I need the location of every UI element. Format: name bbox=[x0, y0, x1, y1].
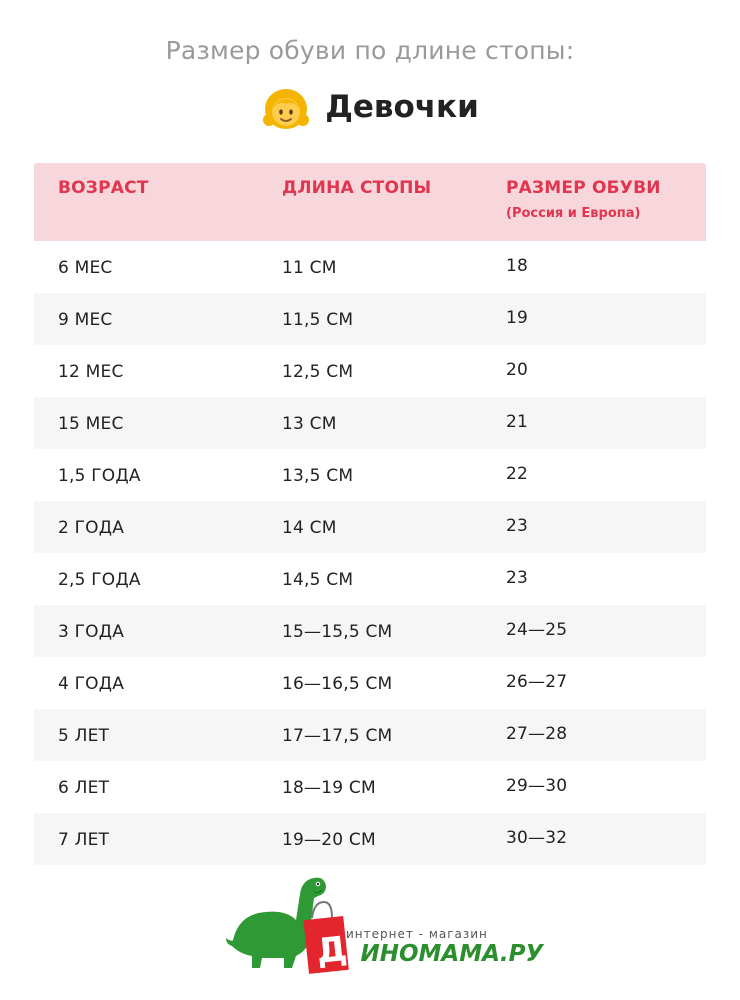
cell-length: 13 СМ bbox=[282, 414, 337, 434]
cell-size: 20 bbox=[506, 360, 529, 380]
table-header bbox=[34, 163, 706, 241]
cell-age: 5 ЛЕТ bbox=[58, 726, 110, 746]
cell-size: 22 bbox=[506, 464, 529, 484]
table-row bbox=[34, 293, 706, 345]
column-header-size-note: (Россия и Европа) bbox=[506, 206, 641, 221]
cell-size: 29—30 bbox=[506, 776, 568, 796]
svg-text:Д: Д bbox=[314, 928, 349, 972]
column-header-length: ДЛИНА СТОПЫ bbox=[282, 178, 432, 198]
page-subtitle: Размер обуви по длине стопы: bbox=[165, 36, 575, 65]
table-row bbox=[34, 397, 706, 449]
cell-age: 6 ЛЕТ bbox=[58, 778, 110, 798]
cell-length: 16—16,5 СМ bbox=[282, 674, 393, 694]
cell-age: 1,5 ГОДА bbox=[58, 466, 141, 486]
page-title: Девочки bbox=[325, 89, 479, 125]
cell-age: 9 МЕС bbox=[58, 310, 113, 330]
cell-size: 27—28 bbox=[506, 724, 568, 744]
cell-length: 14,5 СМ bbox=[282, 570, 354, 590]
cell-length: 12,5 СМ bbox=[282, 362, 354, 382]
cell-age: 15 МЕС bbox=[58, 414, 124, 434]
cell-length: 17—17,5 СМ bbox=[282, 726, 393, 746]
cell-size: 24—25 bbox=[506, 620, 568, 640]
cell-age: 7 ЛЕТ bbox=[58, 830, 110, 850]
cell-length: 11,5 СМ bbox=[282, 310, 354, 330]
table-row bbox=[34, 553, 706, 605]
cell-size: 23 bbox=[506, 568, 529, 588]
cell-length: 13,5 СМ bbox=[282, 466, 354, 486]
cell-age: 3 ГОДА bbox=[58, 622, 125, 642]
cell-age: 2,5 ГОДА bbox=[58, 570, 141, 590]
logo-tagline: интернет - магазин bbox=[346, 927, 488, 941]
table-body bbox=[34, 241, 706, 865]
cell-size: 30—32 bbox=[506, 828, 568, 848]
cell-age: 12 МЕС bbox=[58, 362, 124, 382]
table-row bbox=[34, 345, 706, 397]
girl-emoji-icon bbox=[261, 82, 311, 132]
column-header-age: ВОЗРАСТ bbox=[58, 178, 149, 198]
cell-size: 23 bbox=[506, 516, 529, 536]
table-row bbox=[34, 761, 706, 813]
column-header-size: РАЗМЕР ОБУВИ bbox=[506, 178, 661, 198]
table-row bbox=[34, 813, 706, 865]
cell-size: 18 bbox=[506, 256, 529, 276]
cell-length: 14 СМ bbox=[282, 518, 337, 538]
cell-length: 15—15,5 СМ bbox=[282, 622, 393, 642]
cell-age: 6 МЕС bbox=[58, 258, 113, 278]
logo-name: ИНОМАМА.РУ bbox=[360, 941, 544, 967]
cell-size: 21 bbox=[506, 412, 529, 432]
cell-size: 19 bbox=[506, 308, 529, 328]
table-row bbox=[34, 501, 706, 553]
table-row bbox=[34, 449, 706, 501]
table-row bbox=[34, 241, 706, 293]
table-row bbox=[34, 657, 706, 709]
logo-wordmark bbox=[340, 941, 543, 967]
cell-age: 4 ГОДА bbox=[58, 674, 125, 694]
table-row bbox=[34, 709, 706, 761]
cell-length: 19—20 СМ bbox=[282, 830, 376, 850]
size-table bbox=[34, 163, 706, 865]
title-row bbox=[0, 82, 740, 132]
cell-length: 18—19 СМ bbox=[282, 778, 376, 798]
cell-age: 2 ГОДА bbox=[58, 518, 125, 538]
cell-length: 11 СМ bbox=[282, 258, 337, 278]
table-row bbox=[34, 605, 706, 657]
cell-size: 26—27 bbox=[506, 672, 568, 692]
